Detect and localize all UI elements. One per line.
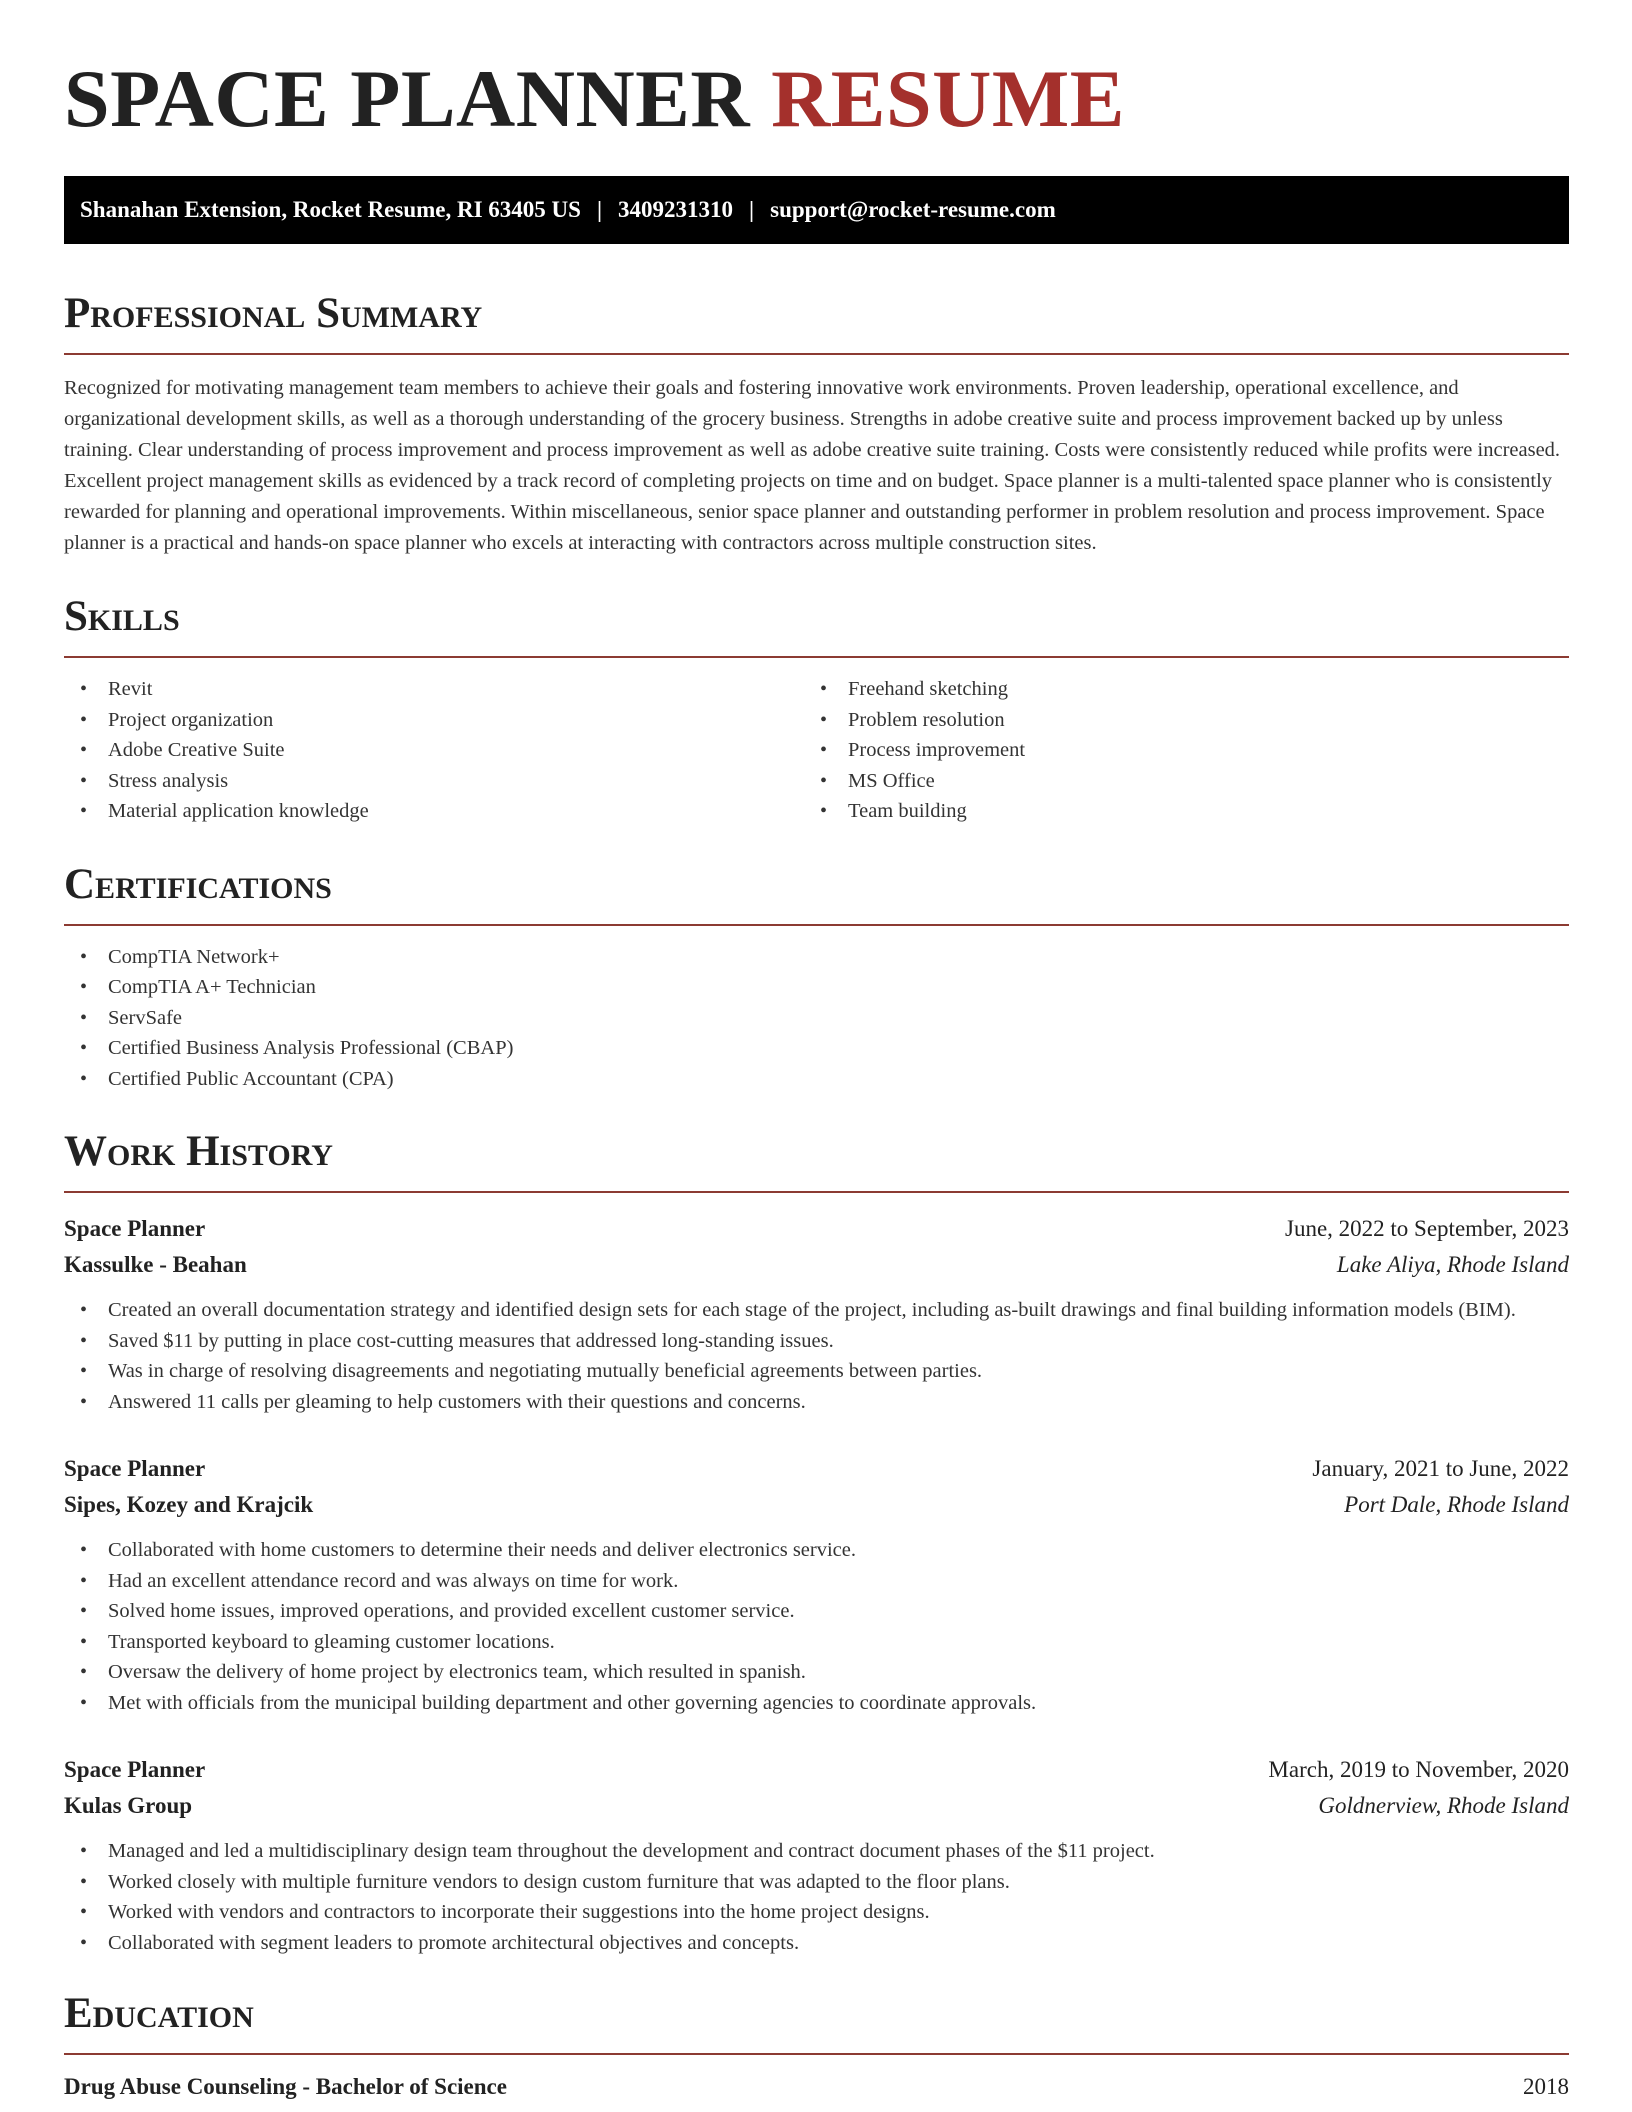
job-duties-list <box>64 1295 1569 1417</box>
summary-text: Recognized for motivating management team members to achieve their goals and fostering innovative work environments. Proven leadership, operational excellence, and organizational development skills, as well as a thorough understanding of the grocery business. Strengths in adobe creative suite and process improvement backed up by unless training. Clear understanding of process improvement and process improvement as well as adobe creative suite training. Costs were consistently reduced while profits were increased. Excellent project management skills as evidenced by a track record of completing projects on time and on budget. Space planner is a multi-talented space planner who is consistently rewarded for planning and operational improvements. Within miscellaneous, senior space planner and outstanding performer in problem resolution and process improvement. Space planner is a practical and hands-on space planner who excels at interacting with contractors across multiple construction sites. <box>64 377 1561 554</box>
skill-item: • Adobe Creative Suite <box>64 735 804 766</box>
summary-heading: Professional Summary <box>64 292 1569 355</box>
skill-item: • Material application knowledge <box>64 796 804 827</box>
job-dates: March, 2019 to November, 2020 <box>1268 1757 1569 1782</box>
education-entry <box>64 2069 1569 2105</box>
skill-item: • Freehand sketching <box>804 674 1544 705</box>
certification-item: • ServSafe <box>64 1003 1569 1034</box>
job-duty-item: • Worked with vendors and contractors to incorporate their suggestions into the home project designs. <box>64 1897 1569 1928</box>
contact-bar <box>64 176 1569 244</box>
job-company: Sipes, Kozey and Krajcik <box>64 1492 314 1517</box>
skill-item: • Process improvement <box>804 735 1544 766</box>
title-accent: RESUME <box>771 53 1125 144</box>
contact-separator: | <box>749 197 755 222</box>
job-entry <box>64 1752 1569 1958</box>
job-title: Space Planner <box>64 1757 206 1782</box>
job-duty-item: • Transported keyboard to gleaming customer locations. <box>64 1627 1569 1658</box>
job-duty-item: • Had an excellent attendance record and was always on time for work. <box>64 1566 1569 1597</box>
title-main: SPACE PLANNER <box>64 53 751 144</box>
job-company: Kulas Group <box>64 1793 193 1818</box>
contact-separator: | <box>596 197 603 222</box>
job-duty-item: • Collaborated with segment leaders to promote architectural objectives and concepts. <box>64 1928 1569 1959</box>
job-duties-list <box>64 1836 1569 1958</box>
job-location: Goldnerview, Rhode Island <box>1318 1793 1569 1818</box>
job-entry <box>64 1451 1569 1718</box>
job-duty-item: • Answered 11 calls per gleaming to help customers with their questions and concerns. <box>64 1387 1569 1418</box>
job-duty-item: • Solved home issues, improved operations, and provided excellent customer service. <box>64 1596 1569 1627</box>
skill-item: • Problem resolution <box>804 705 1544 736</box>
skills-heading: Skills <box>64 595 1569 658</box>
education-section <box>64 1992 1569 2105</box>
job-duty-item: • Managed and led a multidisciplinary design team throughout the development and contract document phases of the $11 project. <box>64 1836 1569 1867</box>
job-company-row <box>64 1788 1569 1824</box>
skill-item: • Revit <box>64 674 804 705</box>
job-header-row <box>64 1752 1569 1788</box>
job-company-row <box>64 1487 1569 1523</box>
certifications-heading: Certifications <box>64 863 1569 926</box>
contact-email: support@rocket-resume.com <box>770 197 1056 222</box>
skill-item: • Stress analysis <box>64 766 804 797</box>
summary-section <box>64 292 1569 559</box>
skills-list-right <box>804 674 1544 827</box>
work-history-section <box>64 1130 1569 1958</box>
job-duty-item: • Saved $11 by putting in place cost-cutting measures that addressed long-standing issues. <box>64 1326 1569 1357</box>
certification-item: • CompTIA A+ Technician <box>64 972 1569 1003</box>
resume-title <box>64 53 1569 144</box>
job-header-row <box>64 1451 1569 1487</box>
education-degree: Drug Abuse Counseling - Bachelor of Science <box>64 2074 507 2099</box>
job-duty-item: • Was in charge of resolving disagreements and negotiating mutually beneficial agreements between parties. <box>64 1356 1569 1387</box>
education-heading: Education <box>64 1992 1569 2055</box>
skill-item: • Team building <box>804 796 1544 827</box>
skills-grid <box>64 674 1569 827</box>
certifications-list <box>64 942 1569 1095</box>
skills-section <box>64 595 1569 827</box>
contact-phone: 3409231310 <box>618 197 734 222</box>
job-duties-list <box>64 1535 1569 1718</box>
job-title: Space Planner <box>64 1216 206 1241</box>
skill-item: • MS Office <box>804 766 1544 797</box>
certification-item: • CompTIA Network+ <box>64 942 1569 973</box>
contact-address: Shanahan Extension, Rocket Resume, RI 63405 US <box>80 197 581 222</box>
job-dates: June, 2022 to September, 2023 <box>1285 1216 1569 1241</box>
job-duty-item: • Worked closely with multiple furniture vendors to design custom furniture that was adapted to the floor plans. <box>64 1867 1569 1898</box>
certification-item: • Certified Business Analysis Professional (CBAP) <box>64 1033 1569 1064</box>
job-title: Space Planner <box>64 1456 206 1481</box>
certification-item: • Certified Public Accountant (CPA) <box>64 1064 1569 1095</box>
job-location: Port Dale, Rhode Island <box>1344 1492 1569 1517</box>
job-company-row <box>64 1247 1569 1283</box>
job-header-row <box>64 1211 1569 1247</box>
resume-page <box>64 0 1569 2105</box>
job-dates: January, 2021 to June, 2022 <box>1312 1456 1569 1481</box>
job-duty-item: • Met with officials from the municipal building department and other governing agencies to coordinate approvals. <box>64 1688 1569 1719</box>
job-company: Kassulke - Beahan <box>64 1252 247 1277</box>
job-duty-item: • Collaborated with home customers to determine their needs and deliver electronics service. <box>64 1535 1569 1566</box>
work-history-heading: Work History <box>64 1130 1569 1193</box>
job-duty-item: • Oversaw the delivery of home project by electronics team, which resulted in spanish. <box>64 1657 1569 1688</box>
skill-item: • Project organization <box>64 705 804 736</box>
skills-list-left <box>64 674 804 827</box>
job-entry <box>64 1211 1569 1417</box>
certifications-section <box>64 860 1569 1095</box>
job-duty-item: • Created an overall documentation strategy and identified design sets for each stage of the project, including as-built drawings and final building information models (BIM). <box>64 1295 1569 1326</box>
job-location: Lake Aliya, Rhode Island <box>1336 1252 1569 1277</box>
education-year: 2018 <box>1523 2074 1569 2099</box>
